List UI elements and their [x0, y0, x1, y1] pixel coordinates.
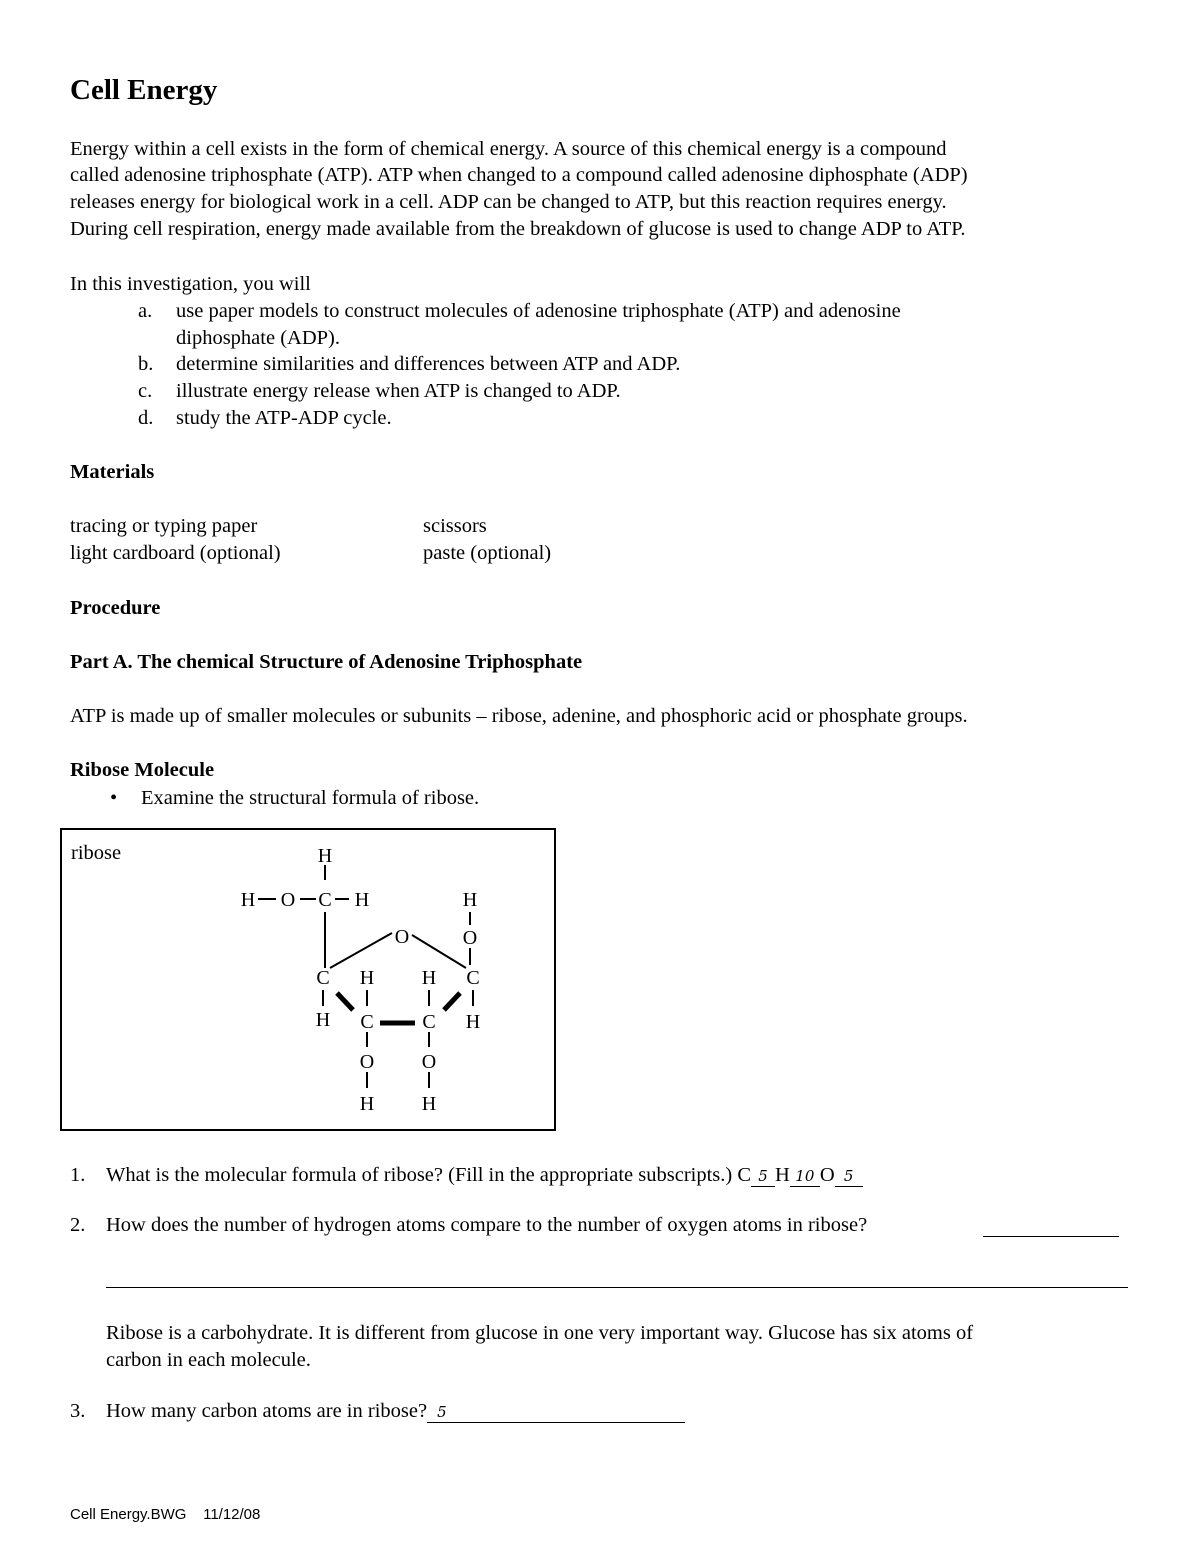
q3-answer-field[interactable] — [427, 1401, 685, 1423]
atom-h: H — [354, 889, 370, 911]
list-item: determine similarities and differences between ATP and ADP. — [176, 353, 681, 375]
h-subscript-field[interactable] — [790, 1165, 820, 1187]
intro-line: During cell respiration, energy made available from the breakdown of glucose is used to change ADP to ATP. — [70, 218, 966, 240]
procedure-heading: Procedure — [70, 597, 161, 619]
intro-line: Energy within a cell exists in the form of chemical energy. A source of this chemical energy is a compound — [70, 138, 947, 160]
atom-c: C — [422, 1011, 436, 1033]
materials-item: scissors — [423, 515, 487, 537]
c-subscript-field[interactable] — [751, 1165, 775, 1187]
atom-h: H — [240, 889, 256, 911]
h-subscript-answer: 10 — [795, 1167, 815, 1185]
formula-o: O — [819, 1164, 835, 1186]
ribose-note: carbon in each molecule. — [106, 1349, 311, 1371]
question-number: 1. — [70, 1164, 86, 1186]
materials-heading: Materials — [70, 461, 155, 483]
bullet-icon: • — [110, 787, 118, 809]
list-item: illustrate energy release when ATP is changed to ADP. — [176, 380, 621, 402]
atom-o: O — [421, 1051, 437, 1073]
atom-c: C — [318, 889, 332, 911]
formula-h: H — [775, 1164, 790, 1186]
q3-answer: 5 — [437, 1403, 447, 1421]
atom-o: O — [359, 1051, 375, 1073]
atom-h: H — [359, 1093, 375, 1115]
atom-h: H — [462, 889, 478, 911]
atom-c: C — [360, 1011, 374, 1033]
ribose-note: Ribose is a carbohydrate. It is different from glucose in one very important way. Glucose has six atoms of — [106, 1322, 974, 1344]
page-footer: Cell Energy.BWG 11/12/08 — [70, 1506, 261, 1523]
list-letter: a. — [138, 300, 153, 322]
question-number: 2. — [70, 1214, 86, 1236]
ribose-heading: Ribose Molecule — [70, 759, 215, 781]
question-3 — [106, 1398, 685, 1425]
investigation-lead: In this investigation, you will — [70, 273, 311, 295]
list-item: diphosphate (ADP). — [176, 327, 340, 349]
list-item: use paper models to construct molecules of adenosine triphosphate (ATP) and adenosine — [176, 300, 901, 322]
question-3-text: How many carbon atoms are in ribose? — [106, 1400, 428, 1422]
ribose-instruction: Examine the structural formula of ribose. — [141, 787, 480, 809]
atom-h: H — [315, 1009, 331, 1031]
page-title: Cell Energy — [70, 74, 218, 106]
question-1-text: What is the molecular formula of ribose? (Fill in the appropriate subscripts.) — [106, 1164, 733, 1186]
materials-item: tracing or typing paper — [70, 515, 258, 537]
materials-item: light cardboard (optional) — [70, 542, 281, 564]
formula-c: C — [737, 1164, 752, 1186]
c-subscript-answer: 5 — [758, 1167, 768, 1185]
list-letter: d. — [138, 407, 154, 429]
atom-o: O — [280, 889, 296, 911]
atom-h: H — [317, 845, 333, 867]
atom-h: H — [359, 967, 375, 989]
atom-c: C — [466, 967, 480, 989]
ribose-structure-box — [60, 828, 556, 1131]
atom-o: O — [462, 927, 478, 949]
ribose-box-label: ribose — [71, 842, 122, 864]
list-letter: c. — [138, 380, 153, 402]
intro-line: called adenosine triphosphate (ATP). ATP when changed to a compound called adenosine diphosphate (ADP) — [70, 164, 968, 186]
question-2-text: How does the number of hydrogen atoms compare to the number of oxygen atoms in ribose? — [106, 1214, 868, 1236]
part-a-heading: Part A. The chemical Structure of Adenosine Triphosphate — [70, 651, 583, 673]
materials-item: paste (optional) — [423, 542, 552, 564]
q2-answer-line[interactable] — [106, 1287, 1128, 1288]
atom-c: C — [316, 967, 330, 989]
ribose-structural-formula — [62, 830, 554, 1129]
list-item: study the ATP-ADP cycle. — [176, 407, 392, 429]
q2-answer-line[interactable] — [983, 1236, 1119, 1237]
o-subscript-field[interactable] — [835, 1165, 863, 1187]
atom-h: H — [465, 1011, 481, 1033]
list-letter: b. — [138, 353, 154, 375]
intro-line: releases energy for biological work in a cell. ADP can be changed to ATP, but this reaction requires energy. — [70, 191, 947, 213]
part-a-text: ATP is made up of smaller molecules or subunits – ribose, adenine, and phosphoric acid or phosphate groups. — [70, 705, 968, 727]
question-1 — [106, 1162, 863, 1189]
atom-o: O — [394, 926, 410, 948]
atom-h: H — [421, 967, 437, 989]
o-subscript-answer: 5 — [843, 1167, 854, 1185]
question-number: 3. — [70, 1400, 86, 1422]
atom-h: H — [421, 1093, 437, 1115]
